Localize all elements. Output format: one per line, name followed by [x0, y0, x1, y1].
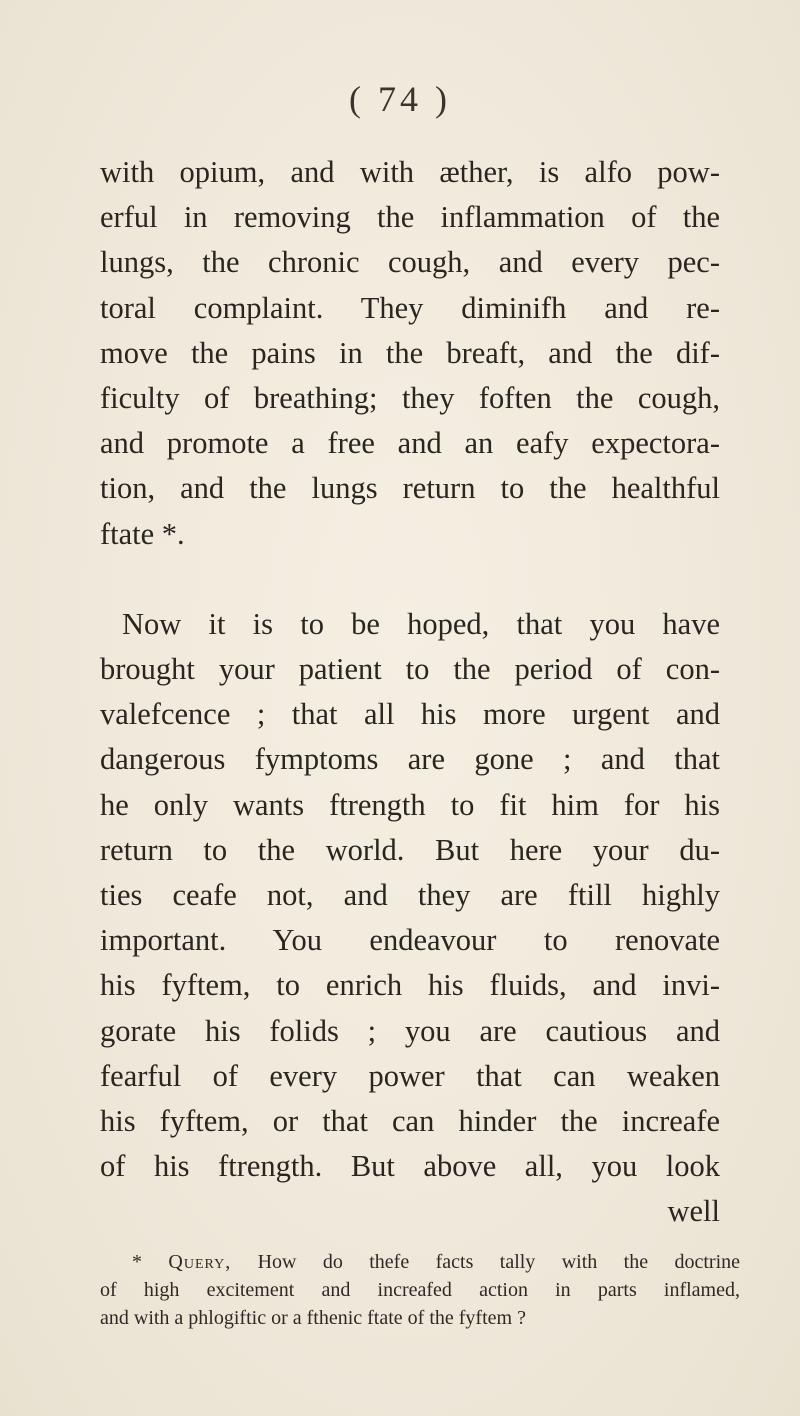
text-line: move the pains in the breaft, and the dif-	[100, 335, 720, 370]
text-line: ties ceafe not, and they are ftill highly	[100, 878, 720, 913]
paragraph-1	[100, 150, 720, 557]
text-line: ficulty of breathing; they foften the cough,	[100, 381, 720, 416]
text-line: return to the world. But here your du-	[100, 832, 720, 867]
text-line: toral complaint. They diminifh and re-	[100, 290, 720, 325]
text-line: his fyftem, or that can hinder the increafe	[100, 1104, 720, 1139]
text-line: Now it is to be hoped, that you have	[122, 606, 720, 641]
paragraph-2	[100, 602, 720, 1235]
text-line: he only wants ftrength to fit him for his	[100, 787, 720, 822]
text-line: ftate *.	[100, 516, 185, 551]
text-line: dangerous fymptoms are gone ; and that	[100, 742, 720, 777]
text-line: fearful of every power that can weaken	[100, 1058, 720, 1093]
text-line: brought your patient to the period of con-	[100, 652, 720, 687]
body-text	[100, 150, 720, 1235]
text-line: valefcence ; that all his more urgent and	[100, 697, 720, 732]
footnote-query-label: Query,	[168, 1251, 232, 1273]
footnote-marker: *	[132, 1251, 169, 1273]
text-line: with opium, and with æther, is alfo pow-	[100, 155, 720, 189]
footnote-line: and with a phlogiftic or a fthenic ftate of the fyftem ?	[100, 1307, 526, 1329]
footnote-text: How do thefe facts tally with the doctrine	[231, 1251, 741, 1273]
text-line: and promote a free and an eafy expectora-	[100, 426, 720, 461]
text-line: gorate his folids ; you are cautious and	[100, 1013, 720, 1048]
text-line: lungs, the chronic cough, and every pec-	[100, 245, 720, 280]
text-line: important. You endeavour to renovate	[100, 923, 720, 958]
text-line: erful in removing the inflammation of the	[100, 200, 720, 235]
footnote-line	[100, 1248, 740, 1276]
text-line: his fyftem, to enrich his fluids, and invi-	[100, 968, 720, 1003]
text-line: tion, and the lungs return to the healthful	[100, 471, 720, 506]
catchword: well	[667, 1194, 720, 1229]
footnote-line: of high excitement and increafed action in parts inflamed,	[100, 1279, 740, 1301]
paragraph-gap	[100, 557, 720, 602]
page-number: ( 74 )	[349, 79, 451, 119]
text-line: of his ftrength. But above all, you look	[100, 1149, 720, 1184]
footnote	[100, 1248, 740, 1332]
